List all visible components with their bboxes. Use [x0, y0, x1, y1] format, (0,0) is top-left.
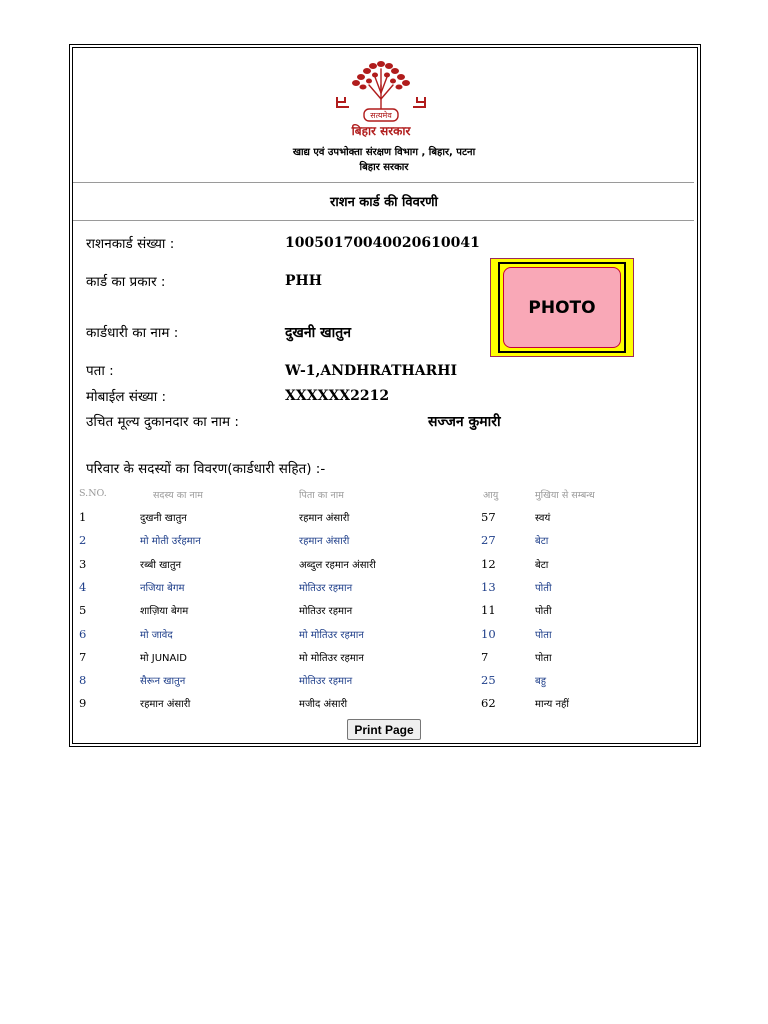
- card-type-value: PHH: [285, 273, 322, 289]
- address-value: W-1,ANDHRATHARHI: [285, 363, 458, 379]
- row-father-name: मोतिउर रहमान: [299, 582, 353, 594]
- holder-name-label: कार्डधारी का नाम :: [86, 325, 179, 341]
- column-header-sno: S.NO.: [79, 488, 107, 499]
- dealer-label: उचित मूल्य दुकानदार का नाम :: [86, 414, 239, 430]
- column-header-father-name: पिता का नाम: [299, 490, 344, 501]
- table-row: [0, 650, 768, 670]
- print-page-button[interactable]: Print Page: [347, 719, 421, 740]
- row-age: 62: [481, 696, 496, 711]
- row-age: 57: [481, 510, 496, 524]
- row-relation: बहु: [535, 676, 547, 688]
- row-age: 7: [481, 649, 489, 664]
- photo-label: PHOTO: [503, 267, 621, 348]
- table-row: [0, 627, 768, 647]
- row-relation: पोता: [535, 652, 552, 664]
- bihar-government-logo: [325, 55, 437, 140]
- row-father-name: मोतिउर रहमान: [299, 676, 353, 688]
- row-relation: पोती: [535, 606, 552, 618]
- dealer-name-value: सज्जन कुमारी: [428, 414, 501, 430]
- row-sno: 5: [79, 603, 87, 618]
- row-member-name: नजिया बेगम: [140, 582, 185, 594]
- row-age: 27: [481, 533, 496, 548]
- row-sno: 7: [79, 649, 87, 664]
- row-sno: 8: [79, 673, 87, 688]
- row-sno: 4: [79, 579, 87, 594]
- government-name: बिहार सरकार: [359, 162, 409, 173]
- divider: [73, 182, 694, 183]
- table-row: [0, 603, 768, 623]
- row-relation: पोता: [535, 629, 552, 641]
- row-age: 11: [481, 603, 496, 618]
- row-member-name: मो मोती उर्रहमान: [140, 536, 201, 548]
- row-member-name: रब्बी खातुन: [140, 559, 182, 571]
- row-member-name: सैरून खातुन: [140, 676, 186, 688]
- address-label: पता :: [86, 363, 114, 379]
- logo-text: बिहार सरकार: [351, 124, 411, 138]
- row-father-name: मो मोतिउर रहमान: [299, 629, 364, 641]
- row-age: 10: [481, 626, 496, 641]
- row-relation: पोती: [535, 582, 552, 594]
- row-age: 12: [481, 556, 496, 571]
- row-member-name: दुखनी खातुन: [140, 513, 187, 524]
- row-sno: 6: [79, 626, 87, 641]
- table-row: [0, 533, 768, 553]
- row-age: 13: [481, 579, 496, 594]
- mobile-value: XXXXXX2212: [285, 388, 390, 404]
- card-number-label: राशनकार्ड संख्या :: [86, 236, 175, 252]
- holder-name-value: दुखनी खातुन: [285, 325, 351, 341]
- family-heading: परिवार के सदस्यों का विवरण(कार्डधारी सहित) :-: [86, 461, 326, 477]
- row-relation: बेटा: [535, 536, 549, 548]
- table-row: [0, 580, 768, 600]
- column-header-relation: मुखिया से सम्बन्ध: [535, 490, 595, 501]
- row-member-name: रहमान अंसारी: [140, 699, 191, 711]
- row-sno: 1: [79, 510, 87, 524]
- department-name: खाद्य एवं उपभोक्ता संरक्षण विभाग , बिहार, पटना: [292, 147, 476, 158]
- table-row: [0, 696, 768, 716]
- row-father-name: रहमान अंसारी: [299, 513, 350, 524]
- card-type-label: कार्ड का प्रकार :: [86, 274, 166, 290]
- row-member-name: मो जावेद: [140, 629, 173, 641]
- row-sno: 9: [79, 696, 87, 711]
- column-header-age: आयु: [483, 490, 499, 501]
- table-row: [0, 510, 768, 530]
- row-member-name: मो JUNAID: [140, 652, 187, 664]
- divider: [73, 220, 694, 221]
- table-row: [0, 673, 768, 693]
- column-header-member-name: सदस्य का नाम: [153, 490, 203, 501]
- row-father-name: मोतिउर रहमान: [299, 606, 353, 618]
- row-father-name: रहमान अंसारी: [299, 536, 350, 548]
- row-sno: 3: [79, 556, 87, 571]
- row-member-name: शाज़िया बेगम: [140, 606, 189, 618]
- row-sno: 2: [79, 533, 87, 548]
- row-relation: बेटा: [535, 559, 549, 571]
- photo-placeholder: [490, 258, 634, 357]
- section-title: राशन कार्ड की विवरणी: [330, 195, 438, 210]
- row-father-name: मो मोतिउर रहमान: [299, 652, 364, 664]
- row-father-name: मजीद अंसारी: [299, 699, 348, 711]
- logo-emblem-text: सत्यमेव: [370, 111, 392, 120]
- table-row: [0, 557, 768, 577]
- row-relation: स्वयं: [535, 513, 551, 524]
- row-relation: मान्य नहीं: [535, 699, 569, 711]
- mobile-label: मोबाईल संख्या :: [86, 389, 167, 405]
- card-number-value: 10050170040020610041: [285, 235, 480, 251]
- row-father-name: अब्दुल रहमान अंसारी: [299, 559, 376, 571]
- row-age: 25: [481, 673, 496, 688]
